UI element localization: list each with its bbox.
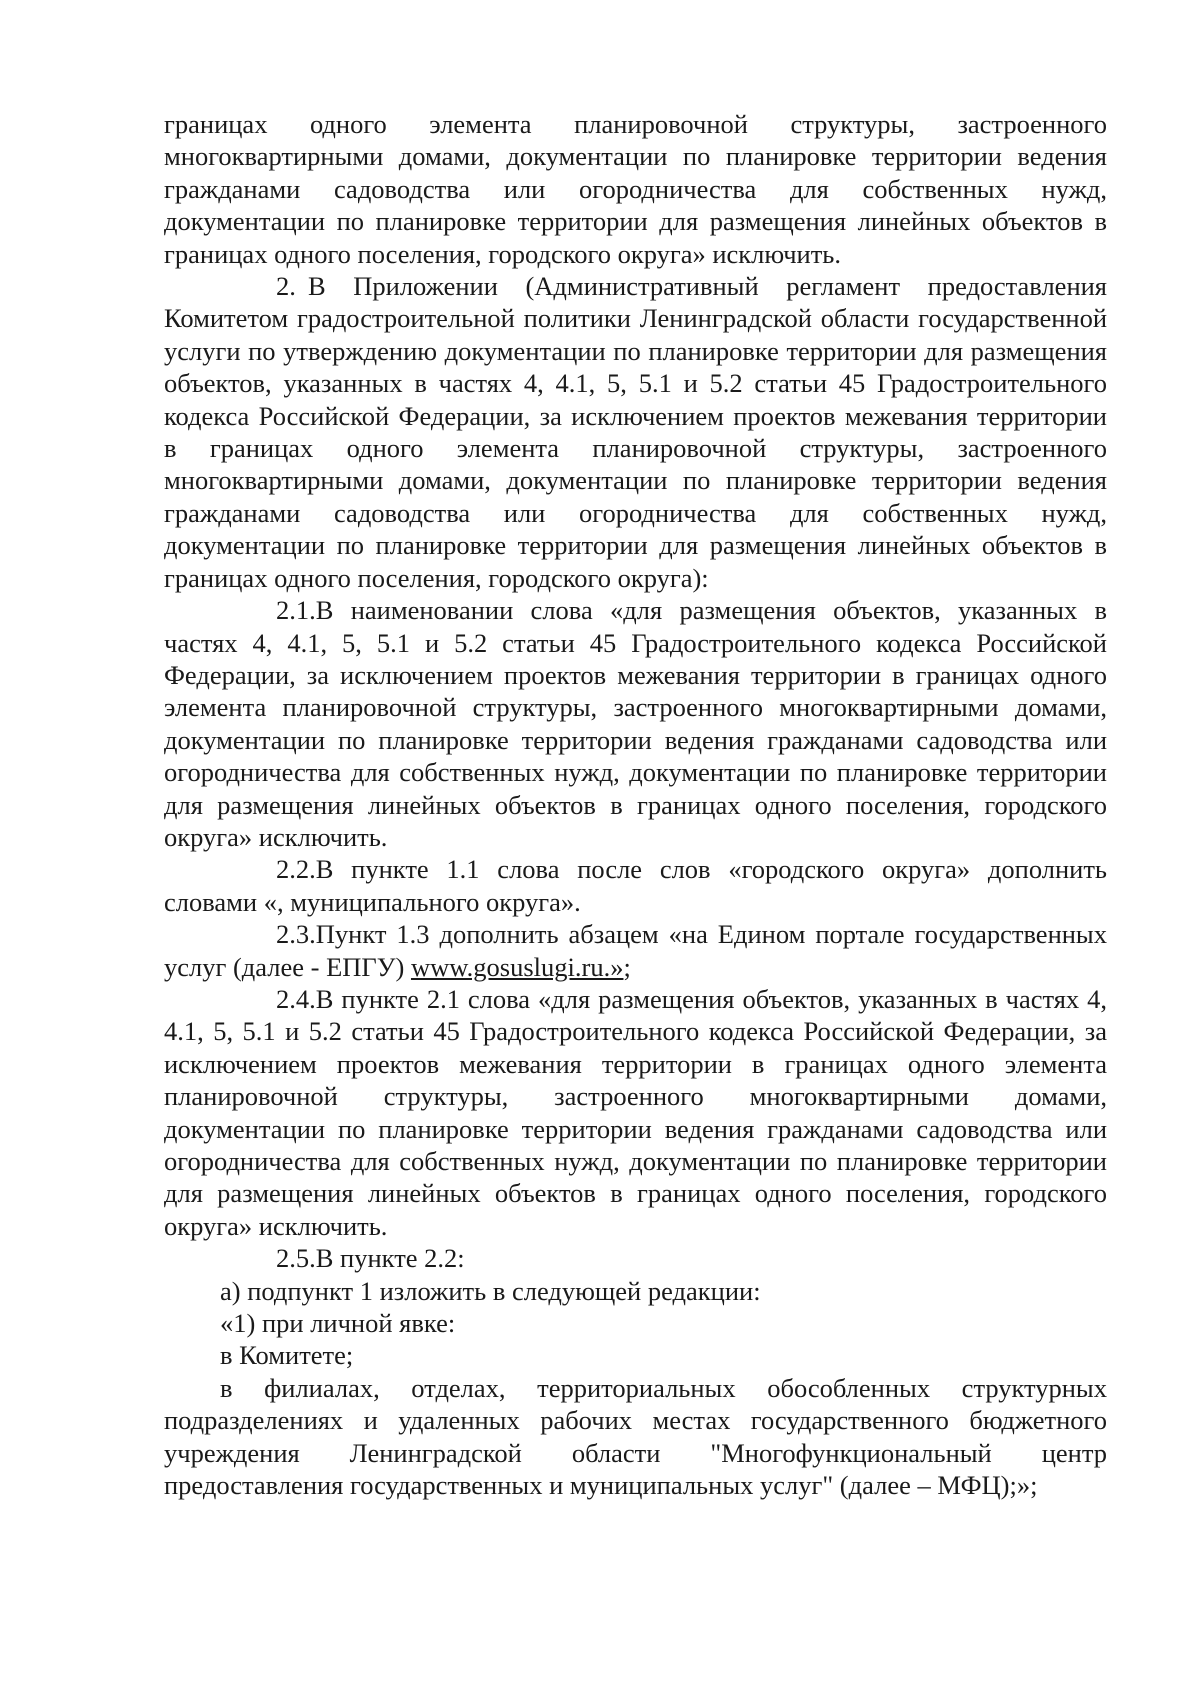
- line-mfc: в филиалах, отделах, территориальных обособленных структурных подразделениях и удаленных рабочих местах государственного бюджетного учреждения Ленинградской области "Многофункциональный центр предоставления государственных и муниципальных услуг" (далее – МФЦ);»;: [164, 1372, 1107, 1501]
- item-2-3-number: 2.3.: [276, 919, 316, 950]
- item-2-1-text: В наименовании слова «для размещения объектов, указанных в частях 4, 4.1, 5, 5.1 и 5.2 статьи 45 Градостроительного кодекса Российской Федерации, за исключением проектов межевания территории в границах одного элемента планировочной структуры, застроенного многоквартирными домами, документации по планировке территории ведения гражданами садоводства или огородничества для собственных нужд, документации по планировке территории для размещения линейных объектов в границах одного поселения, городского округа» исключить.: [164, 595, 1107, 852]
- item-2-2-number: 2.2.: [276, 854, 316, 885]
- subitem-a: а) подпункт 1 изложить в следующей редакции:: [220, 1275, 761, 1306]
- item-2-5: [164, 1242, 1107, 1274]
- item-2-2-text: В пункте 1.1 слова после слов «городского округа» дополнить словами «, муниципального округа».: [164, 854, 1107, 917]
- item-2-5-number: 2.5.: [276, 1243, 316, 1274]
- item-2-4-number: 2.4.: [276, 983, 316, 1014]
- item-2-text: В Приложении (Административный регламент предоставления Комитетом градостроительной политики Ленинградской области государственной услуги по утверждению документации по планировке территории для размещения объектов, указанных в частях 4, 4.1, 5, 5.1 и 5.2 статьи 45 Градостроительного кодекса Российской Федерации, за исключением проектов межевания территории в границах одного элемента планировочной структуры, застроенного многоквартирными домами, документации по планировке территории ведения гражданами садоводства или огородничества для собственных нужд, документации по планировке территории для размещения линейных объектов в границах одного поселения, городского округа):: [164, 271, 1107, 593]
- line-committee: в Комитете;: [220, 1340, 354, 1371]
- item-2-3-tail: ;: [623, 951, 631, 982]
- subitem-1-quote: «1) при личной явке:: [220, 1308, 456, 1339]
- item-2-4: [164, 983, 1107, 1242]
- item-2-4-text: В пункте 2.1 слова «для размещения объектов, указанных в частях 4, 4.1, 5, 5.1 и 5.2 статьи 45 Градостроительного кодекса Российской Федерации, за исключением проектов межевания территории в границах одного элемента планировочной структуры, застроенного многоквартирными домами, документации по планировке территории ведения гражданами садоводства или огородничества для собственных нужд, документации по планировке территории для размещения линейных объектов в границах одного поселения, городского округа» исключить.: [164, 983, 1107, 1241]
- item-2-1: [164, 594, 1107, 853]
- item-2-1-number: 2.1.: [276, 595, 316, 626]
- document-page: [164, 108, 1107, 1501]
- item-2-5-text: В пункте 2.2:: [315, 1243, 465, 1274]
- item-2-number: 2.: [276, 271, 296, 302]
- gosuslugi-link[interactable]: www.gosuslugi.ru.»: [410, 951, 624, 982]
- item-2-2: [164, 853, 1107, 918]
- item-2-3: [164, 918, 1107, 983]
- item-2: [164, 270, 1107, 594]
- paragraph-continuation: границах одного элемента планировочной структуры, застроенного многоквартирными домами, документации по планировке территории ведения гражданами садоводства или огородничества для собственных нужд, документации по планировке территории для размещения линейных объектов в границах одного поселения, городского округа» исключить.: [164, 109, 1107, 269]
- item-2-3-text: Пункт 1.3 дополнить абзацем «на Едином портале государственных услуг (далее - ЕПГУ): [164, 919, 1107, 982]
